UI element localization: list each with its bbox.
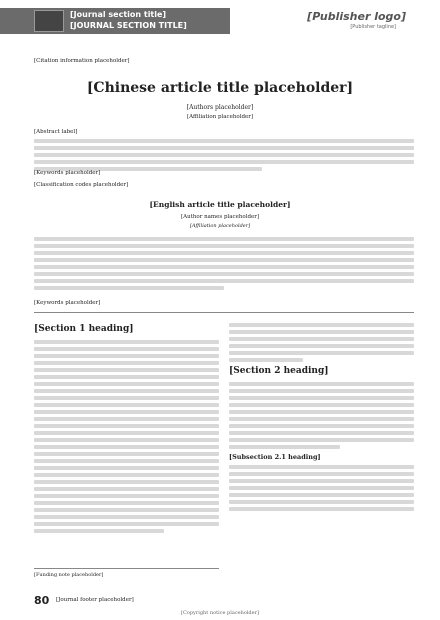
authors-en: [Author names placeholder] bbox=[180, 214, 260, 220]
journal-footer: [Journal footer placeholder] bbox=[56, 597, 134, 603]
section-1-continued bbox=[229, 323, 414, 362]
abstract-en bbox=[34, 234, 414, 293]
affiliation-cn: [Affiliation placeholder] bbox=[186, 114, 254, 120]
funding-note: [Funding note placeholder] bbox=[34, 572, 104, 578]
copyright-notice: [Copyright notice placeholder] bbox=[181, 610, 259, 616]
citation-line: [Citation information placeholder] bbox=[34, 58, 130, 64]
article-title-en: [English article title placeholder] bbox=[149, 200, 291, 209]
classification-line: [Classification codes placeholder] bbox=[34, 182, 129, 188]
abstract-cn-body bbox=[34, 139, 414, 171]
body-column-left bbox=[34, 320, 219, 536]
keywords-en: [Keywords placeholder] bbox=[34, 300, 101, 306]
subsection-2-1-body bbox=[229, 465, 414, 511]
journal-logo-icon bbox=[34, 10, 64, 32]
section-title-cn: [Journal section title] bbox=[70, 10, 167, 19]
article-title-cn: [Chinese article title placeholder] bbox=[86, 80, 354, 96]
abstract-label: [Abstract label] bbox=[34, 129, 78, 135]
body-column-right bbox=[229, 320, 414, 514]
section-1-heading: [Section 1 heading] bbox=[34, 324, 134, 334]
subsection-2-1-heading: [Subsection 2.1 heading] bbox=[229, 453, 321, 461]
section-title-en: [JOURNAL SECTION TITLE] bbox=[70, 21, 187, 30]
section-1-body bbox=[34, 340, 219, 533]
section-divider bbox=[34, 312, 414, 313]
abstract-cn bbox=[34, 128, 414, 174]
publisher-tagline: [Publisher tagline] bbox=[350, 24, 396, 30]
affiliation-en: [Affiliation placeholder] bbox=[189, 223, 251, 229]
keywords-cn: [Keywords placeholder] bbox=[34, 170, 101, 176]
section-2-heading: [Section 2 heading] bbox=[229, 366, 329, 376]
authors-cn: [Authors placeholder] bbox=[186, 104, 254, 111]
page-number: 80 bbox=[34, 594, 50, 607]
section-2-body bbox=[229, 382, 414, 449]
journal-header bbox=[0, 0, 440, 44]
publisher-brand: [Publisher logo] bbox=[307, 10, 406, 23]
footnote-divider bbox=[34, 568, 219, 569]
